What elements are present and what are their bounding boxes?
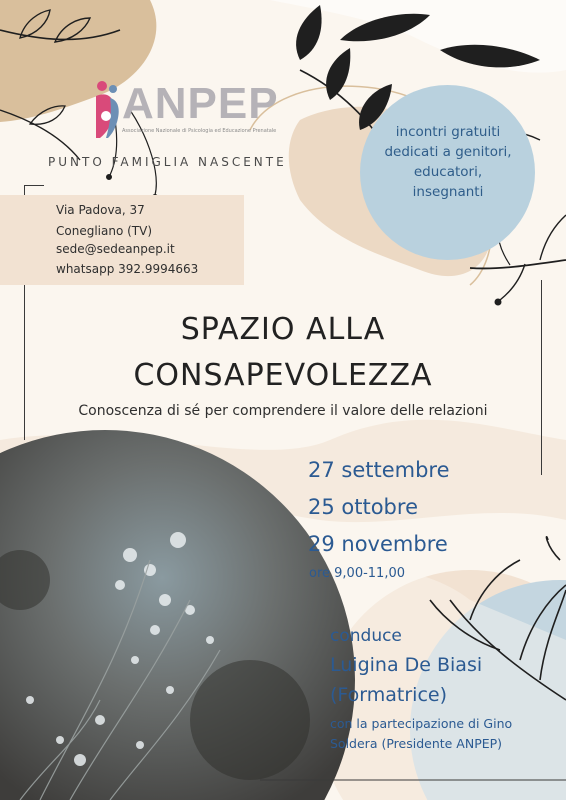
event-tagline: Conoscenza di sé per comprendere il valore delle relazioni: [78, 403, 488, 419]
address-email[interactable]: sede@sedeanpep.it: [56, 242, 175, 256]
speaker-intro: conduce: [330, 626, 402, 646]
address-street: Via Padova, 37: [56, 203, 145, 217]
participation-line-2: Soldera (Presidente ANPEP): [330, 736, 503, 751]
event-title-line-2: CONSAPEVOLEZZA: [133, 358, 433, 393]
speaker-name: Luigina De Biasi: [330, 654, 483, 676]
logo-subtitle: Associazione Nazionale di Psicologia ed Educazione Prenatale: [122, 128, 277, 134]
highlight-line-2: dedicati a genitori,: [384, 144, 512, 160]
event-hours: ore 9,00-11,00: [309, 566, 405, 581]
speaker-role: (Formatrice): [330, 684, 448, 706]
address-city: Conegliano (TV): [56, 224, 153, 238]
frame-line-top-short: [24, 185, 44, 186]
address-whatsapp[interactable]: whatsapp 392.9994663: [56, 262, 199, 276]
organization-subtitle: PUNTO FAMIGLIA NASCENTE: [48, 155, 287, 169]
highlight-text: [368, 122, 528, 202]
highlight-line-3: educatori,: [413, 164, 483, 180]
highlight-line-1: incontri gratuiti: [395, 124, 501, 140]
logo-wordmark: ANPEP: [122, 79, 279, 128]
event-date-1: 27 settembre: [308, 458, 450, 482]
family-logo-icon: [92, 78, 122, 142]
event-date-2: 25 ottobre: [308, 495, 418, 519]
highlight-line-4: insegnanti: [412, 184, 484, 200]
event-date-3: 29 novembre: [308, 532, 448, 556]
event-title-line-1: SPAZIO ALLA: [180, 312, 386, 347]
participation-line-1: con la partecipazione di Gino: [330, 716, 513, 731]
